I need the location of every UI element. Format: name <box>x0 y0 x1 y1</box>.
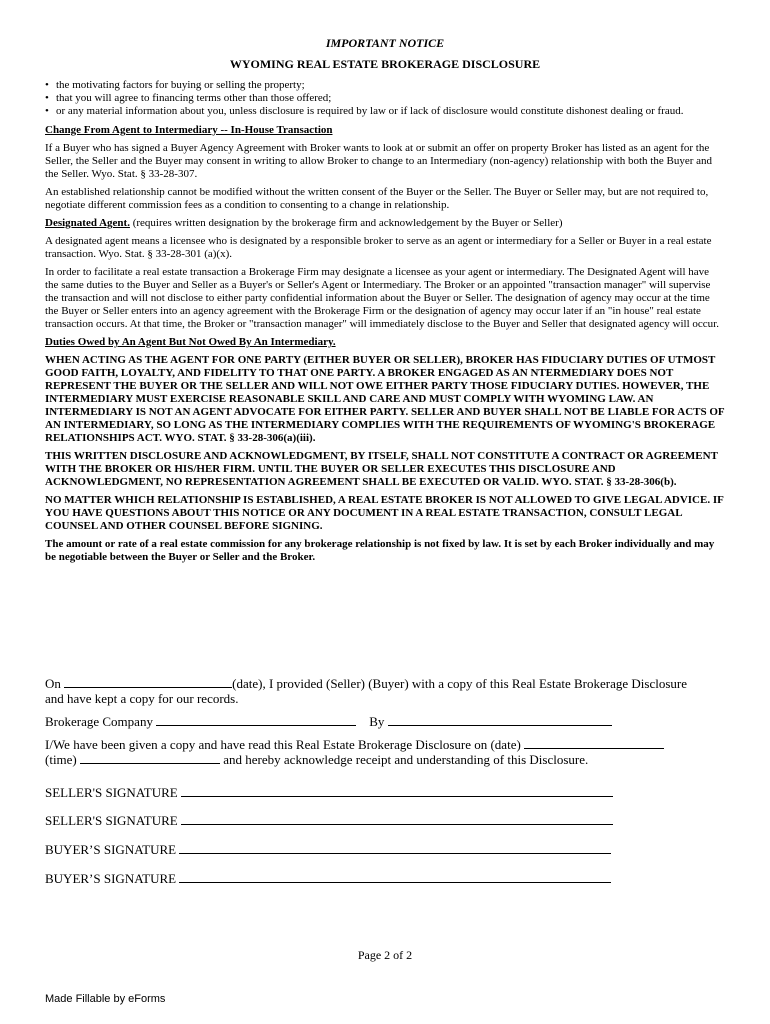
acknowledgment-form <box>45 676 735 775</box>
ack-text: and hereby acknowledge receipt and understanding of this Disclosure. <box>223 752 589 767</box>
designated-heading-row <box>45 217 725 230</box>
bullet-list <box>45 79 725 118</box>
paragraph: A designated agent means a licensee who is designated by a responsible broker to serve as an agent or intermediary for a Seller or Buyer in a real estate transaction. Wyo. Stat. § 33-28-301 (a)(x). <box>45 235 712 260</box>
commission-note: The amount or rate of a real estate commission for any brokerage relationship is not fixed by law. It is set by each Broker individually and may be negotiable between the Buyer or Seller and the Broker. <box>45 538 715 563</box>
paragraph: THIS WRITTEN DISCLOSURE AND ACKNOWLEDGMENT, BY ITSELF, SHALL NOT CONSTITUTE A CONTRACT OR AGREEMENT WITH THE BROKER OR HIS/HER FIRM. UNTIL THE BUYER OR SELLER EXECUTES THIS DISCLOSURE AND ACKNOWLEDGMENT, NO REPRESENTATION AGREEMENT SHALL BE EXECUTED OR VALID. WYO. STAT. § 33-28-306(b). <box>45 450 718 488</box>
buyer-signature-field[interactable] <box>179 842 611 854</box>
signature-row <box>45 842 611 858</box>
designated-heading-note: (requires written designation by the brokerage firm and acknowledgement by the Buyer or Seller) <box>129 217 563 229</box>
kept-text: and have kept a copy for our records. <box>45 691 239 706</box>
provided-text: (date), I provided (Seller) (Buyer) with a copy of this Real Estate Brokerage Disclosure <box>232 676 687 691</box>
notice-heading: IMPORTANT NOTICE <box>325 36 445 50</box>
list-item: • that you will agree to financing terms other than those offered; <box>45 92 725 105</box>
seller-signature-field[interactable] <box>181 785 613 797</box>
signature-label: SELLER'S SIGNATURE <box>45 813 178 828</box>
section-heading-change: Change From Agent to Intermediary -- In-House Transaction <box>45 124 333 136</box>
date-field[interactable] <box>64 676 232 688</box>
on-label: On <box>45 676 61 691</box>
received-date-field[interactable] <box>524 737 664 749</box>
signature-label: BUYER’S SIGNATURE <box>45 871 177 886</box>
signature-row <box>45 813 613 829</box>
paragraph: In order to facilitate a real estate transaction a Brokerage Firm may designate a licensee as your agent or intermediary. The Designated Agent will have the same duties to the Buyer and Seller as a Buyer's or Seller's Agent or Intermediary. The Broker or an appointed "transaction manager" will supervise the transaction and will not disclose to either party confidential information about the Buyer or Seller. The designation of agency may occur at the time the Buyer or Seller enters into an agency agreement with the Brokerage Firm or the designation of agency may occur later if an "in house" real estate transaction occurs. At that time, the Broker or "transaction manager" will immediately disclose to the Buyer and Seller that designated agency will occur. <box>45 266 719 330</box>
footer-credit: Made Fillable by eForms <box>45 993 166 1005</box>
document-title: WYOMING REAL ESTATE BROKERAGE DISCLOSURE <box>229 57 541 71</box>
time-label: (time) <box>45 752 77 767</box>
given-row <box>45 737 735 767</box>
seller-signature-field[interactable] <box>181 813 613 825</box>
paragraph: An established relationship cannot be modified without the written consent of the Buyer or the Seller. The Buyer or Seller may, but are not required to, negotiate different commission fees as a condition to consenting to a change in relationship. <box>45 186 709 211</box>
paragraph: WHEN ACTING AS THE AGENT FOR ONE PARTY (EITHER BUYER OR SELLER), BROKER HAS FIDUCIARY DUTIES OF UTMOST GOOD FAITH, LOYALTY, AND FIDELITY TO THAT ONE PARTY. A BROKER ENGAGED AS AN NTERMEDIARY DOES NOT REPRESENT THE BUYER OR THE SELLER AND WILL NOT OWE EITHER PARTY THOSE FIDUCIARY DUTIES. HOWEVER, THE INTERMEDIARY MUST EXERCISE REASONABLE SKILL AND CARE AND MUST COMPLY WITH WYOMING LAW. AN INTERMEDIARY IS NOT AN AGENT ADVOCATE FOR EITHER PARTY. SELLER AND BUYER SHALL NOT BE LIABLE FOR ACTS OF AN INTERMEDIARY, SO LONG AS THE INTERMEDIARY COMPLIES WITH THE REQUIREMENTS OF WYOMING'S BROKERAGE RELATIONSHIPS ACT. WYO. STAT. § 33-28-306(a)(iii). <box>45 354 725 444</box>
buyer-signature-field[interactable] <box>179 871 611 883</box>
brokerage-label: Brokerage Company <box>45 714 153 729</box>
brokerage-company-field[interactable] <box>156 714 356 726</box>
brokerage-row <box>45 714 735 729</box>
signature-row <box>45 785 613 801</box>
list-item: • the motivating factors for buying or selling the property; <box>45 79 725 92</box>
signature-label: SELLER'S SIGNATURE <box>45 785 178 800</box>
provided-row <box>45 676 735 706</box>
by-label: By <box>369 714 385 729</box>
by-field[interactable] <box>388 714 612 726</box>
document-body <box>45 79 725 569</box>
signature-label: BUYER’S SIGNATURE <box>45 842 177 857</box>
section-heading-designated: Designated Agent. <box>45 217 130 229</box>
paragraph: NO MATTER WHICH RELATIONSHIP IS ESTABLISHED, A REAL ESTATE BROKER IS NOT ALLOWED TO GIVE LEGAL ADVICE. IF YOU HAVE QUESTIONS ABOUT THIS NOTICE OR ANY DOCUMENT IN A REAL ESTATE TRANSACTION, CONSULT LEGAL COUNSEL AND OTHER COUNSEL BEFORE SIGNING. <box>45 494 724 532</box>
given-text: I/We have been given a copy and have read this Real Estate Brokerage Disclosure on (date) <box>45 737 521 752</box>
section-heading-duties: Duties Owed by An Agent But Not Owed By An Intermediary. <box>45 336 336 348</box>
paragraph: If a Buyer who has signed a Buyer Agency Agreement with Broker wants to look at or submit an offer on property Broker has listed as an agent for the Seller, the Seller and the Buyer may consent in writing to allow Broker to change to an Intermediary (non-agency) relationship with both the Buyer and the Seller. Wyo. Stat. § 33-28-307. <box>45 142 713 180</box>
signature-row <box>45 871 611 887</box>
list-item: • or any material information about you, unless disclosure is required by law or if lack of disclosure would constitute dishonest dealing or fraud. <box>45 105 725 118</box>
time-field[interactable] <box>80 752 220 764</box>
page-number: Page 2 of 2 <box>357 948 413 962</box>
